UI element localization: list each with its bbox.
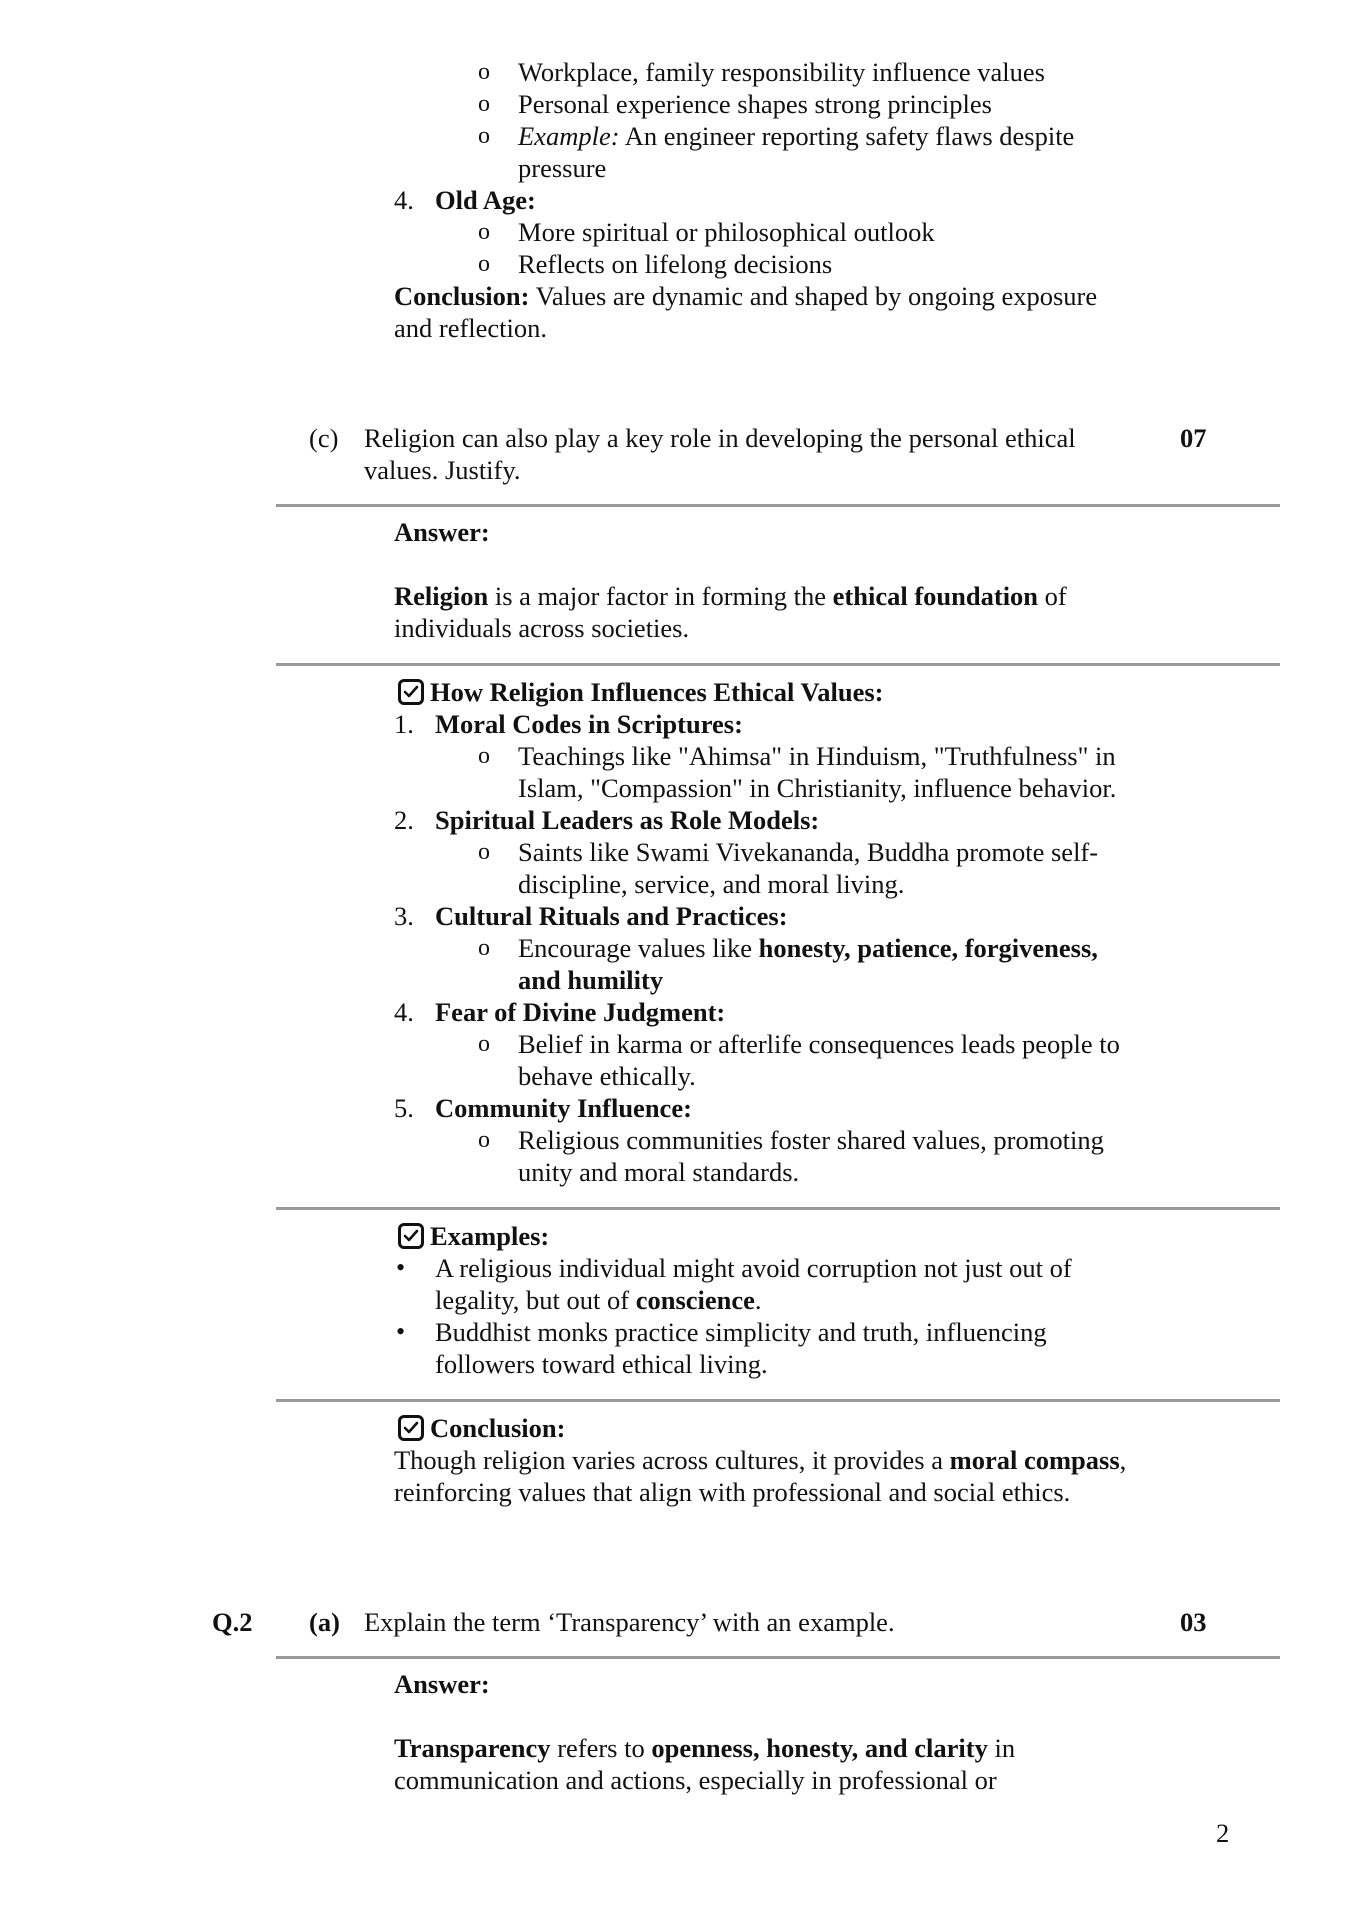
question-text-continued: values. Justify. xyxy=(364,455,521,485)
section-divider xyxy=(276,1656,1280,1659)
list-number: 2. xyxy=(394,805,414,835)
term-religion: Religion xyxy=(394,581,489,611)
term-transparency: Transparency xyxy=(394,1733,551,1763)
list-number: 1. xyxy=(394,709,414,739)
bullet-dot: • xyxy=(396,1253,406,1282)
answer-label: Answer: xyxy=(394,1669,490,1699)
section-divider xyxy=(276,663,1280,666)
sub-bullet-marker: o xyxy=(478,935,490,961)
answer-intro-continued: individuals across societies. xyxy=(394,613,690,643)
sub-bullet-text: More spiritual or philosophical outlook xyxy=(518,217,935,247)
conclusion-plain: Though religion varies across cultures, it provides a xyxy=(394,1445,950,1475)
list-item-title: Old Age: xyxy=(435,185,536,215)
sub-bullet-bold: honesty, patience, forgiveness, xyxy=(758,933,1098,963)
sub-bullet-marker: o xyxy=(478,1127,490,1153)
sub-bullet-text: unity and moral standards. xyxy=(518,1157,800,1187)
answer-text-continued: communication and actions, especially in professional or xyxy=(394,1765,997,1795)
sub-bullet-plain: Encourage values like xyxy=(518,933,759,963)
sub-bullet-marker: o xyxy=(478,1031,490,1057)
sub-bullet-text: Personal experience shapes strong principles xyxy=(518,89,992,119)
conclusion-line-continued: and reflection. xyxy=(394,313,548,343)
answer-plain: refers to xyxy=(550,1733,652,1763)
conclusion-text: Values are dynamic and shaped by ongoing exposure xyxy=(529,281,1098,311)
answer-intro xyxy=(394,580,1067,612)
sub-bullet-text: Teachings like "Ahimsa" in Hinduism, "Truthfulness" in xyxy=(518,741,1116,771)
page-number: 2 xyxy=(1216,1818,1230,1848)
sub-bullet-text: Workplace, family responsibility influence values xyxy=(518,57,1045,87)
example-line xyxy=(518,120,1074,152)
intro-text-end: of xyxy=(1038,581,1067,611)
section-heading: How Religion Influences Ethical Values: xyxy=(430,677,884,707)
section-divider xyxy=(276,504,1280,507)
example-text xyxy=(435,1284,762,1316)
term-ethical-foundation: ethical foundation xyxy=(832,581,1039,611)
example-label: Example: xyxy=(518,121,620,151)
example-text: An engineer reporting safety flaws despite xyxy=(619,121,1075,151)
example-text: followers toward ethical living. xyxy=(435,1349,768,1379)
answer-plain-end: in xyxy=(987,1733,1016,1763)
conclusion-label: Conclusion: xyxy=(394,281,530,311)
term-conscience: conscience xyxy=(635,1285,755,1315)
list-number: 4. xyxy=(394,997,414,1027)
sub-bullet-bold: and humility xyxy=(518,965,664,995)
sub-bullet-text: behave ethically. xyxy=(518,1061,696,1091)
answer-text xyxy=(394,1732,1015,1764)
section-heading: Examples: xyxy=(430,1221,550,1251)
sub-bullet-text: discipline, service, and moral living. xyxy=(518,869,905,899)
list-item-title: Moral Codes in Scriptures: xyxy=(435,709,743,739)
list-item-title: Fear of Divine Judgment: xyxy=(435,997,726,1027)
question-label: (c) xyxy=(309,423,339,453)
question-number: Q.2 xyxy=(212,1607,253,1637)
question-marks: 03 xyxy=(1180,1607,1207,1637)
intro-text: is a major factor in forming the xyxy=(488,581,833,611)
term-openness: openness, honesty, and clarity xyxy=(651,1733,988,1763)
checkbox-check-icon xyxy=(398,679,424,705)
question-text: Religion can also play a key role in developing the personal ethical xyxy=(364,423,1076,453)
sub-bullet-marker: o xyxy=(478,839,490,865)
sub-bullet-text: Religious communities foster shared values, promoting xyxy=(518,1125,1104,1155)
answer-label: Answer: xyxy=(394,517,490,547)
section-divider xyxy=(276,1399,1280,1402)
sub-bullet-marker: o xyxy=(478,219,490,245)
sub-bullet-text: Saints like Swami Vivekananda, Buddha promote self- xyxy=(518,837,1099,867)
sub-bullet-text: Reflects on lifelong decisions xyxy=(518,249,833,279)
list-number: 5. xyxy=(394,1093,414,1123)
example-text: Buddhist monks practice simplicity and truth, influencing xyxy=(435,1317,1047,1347)
example-line-continued: pressure xyxy=(518,153,607,183)
sub-bullet-marker: o xyxy=(478,743,490,769)
question-text: Explain the term ‘Transparency’ with an example. xyxy=(364,1607,895,1637)
example-text: A religious individual might avoid corruption not just out of xyxy=(435,1253,1072,1283)
list-item-title: Cultural Rituals and Practices: xyxy=(435,901,788,931)
section-divider xyxy=(276,1207,1280,1210)
conclusion-line xyxy=(394,280,1097,312)
checkbox-check-icon xyxy=(398,1223,424,1249)
conclusion-plain-end: , xyxy=(1119,1445,1127,1475)
question-label: (a) xyxy=(309,1607,340,1637)
list-item-title: Spiritual Leaders as Role Models: xyxy=(435,805,820,835)
question-marks: 07 xyxy=(1180,423,1207,453)
sub-bullet-marker: o xyxy=(478,59,490,85)
section-heading: Conclusion: xyxy=(430,1413,566,1443)
list-item-title: Community Influence: xyxy=(435,1093,692,1123)
sub-bullet-marker: o xyxy=(478,251,490,277)
sub-bullet-text xyxy=(518,932,1098,964)
bullet-dot: • xyxy=(396,1317,406,1346)
conclusion-text: reinforcing values that align with professional and social ethics. xyxy=(394,1477,1071,1507)
checkbox-check-icon xyxy=(398,1415,424,1441)
example-plain: legality, but out of xyxy=(435,1285,636,1315)
conclusion-text xyxy=(394,1444,1126,1476)
sub-bullet-text: Belief in karma or afterlife consequences leads people to xyxy=(518,1029,1120,1059)
example-plain-end: . xyxy=(754,1285,762,1315)
list-number: 3. xyxy=(394,901,414,931)
sub-bullet-marker: o xyxy=(478,91,490,117)
list-number: 4. xyxy=(394,185,414,215)
term-moral-compass: moral compass xyxy=(949,1445,1120,1475)
sub-bullet-marker: o xyxy=(478,123,490,149)
sub-bullet-text: Islam, "Compassion" in Christianity, influence behavior. xyxy=(518,773,1117,803)
